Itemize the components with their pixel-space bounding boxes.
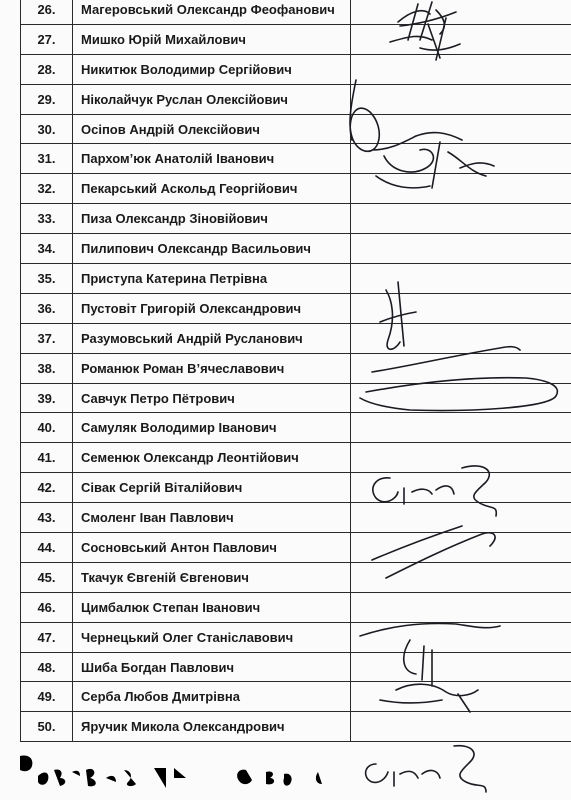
- roster-row: [21, 24, 571, 54]
- roster-row: [21, 652, 571, 682]
- signature-mark: [366, 746, 486, 792]
- member-name: Пилипович Олександр Васильович: [73, 234, 351, 264]
- roster-row: [21, 473, 571, 503]
- row-number: 31.: [21, 144, 73, 174]
- member-name: Приступа Катерина Петрівна: [73, 264, 351, 294]
- roster-row: [21, 383, 571, 413]
- roster-row: [21, 562, 571, 592]
- member-name: Магеровський Олександр Феофанович: [73, 0, 351, 24]
- signature-cell: [351, 174, 571, 204]
- row-number: 45.: [21, 562, 73, 592]
- row-number: 35.: [21, 264, 73, 294]
- roster-row: [21, 622, 571, 652]
- signature-cell: [351, 234, 571, 264]
- member-name: Смоленг Іван Павлович: [73, 503, 351, 533]
- signature-cell: [351, 682, 571, 712]
- row-number: 48.: [21, 652, 73, 682]
- signature-cell: [351, 353, 571, 383]
- signature-cell: [351, 204, 571, 234]
- roster-row: [21, 533, 571, 563]
- member-name: Цимбалюк Степан Іванович: [73, 592, 351, 622]
- member-name: Пустовіт Григорій Олександрович: [73, 293, 351, 323]
- roster-row: [21, 443, 571, 473]
- member-name: Семенюк Олександр Леонтійович: [73, 443, 351, 473]
- roster-row: [21, 264, 571, 294]
- row-number: 38.: [21, 353, 73, 383]
- signature-cell: [351, 622, 571, 652]
- footer-note-handwriting: [20, 755, 322, 788]
- member-name: Ніколайчук Руслан Олексійович: [73, 84, 351, 114]
- signature-cell: [351, 443, 571, 473]
- signature-cell: [351, 323, 571, 353]
- member-name: Шиба Богдан Павлович: [73, 652, 351, 682]
- signature-cell: [351, 114, 571, 144]
- row-number: 33.: [21, 204, 73, 234]
- row-number: 27.: [21, 24, 73, 54]
- member-name: Самуляк Володимир Іванович: [73, 413, 351, 443]
- row-number: 50.: [21, 712, 73, 742]
- roster-row: [21, 0, 571, 24]
- roster-row: [21, 323, 571, 353]
- row-number: 37.: [21, 323, 73, 353]
- signature-cell: [351, 144, 571, 174]
- member-name: Мишко Юрій Михайлович: [73, 24, 351, 54]
- member-name: Серба Любов Дмитрівна: [73, 682, 351, 712]
- row-number: 29.: [21, 84, 73, 114]
- row-number: 32.: [21, 174, 73, 204]
- signature-cell: [351, 562, 571, 592]
- row-number: 28.: [21, 54, 73, 84]
- member-name: Пекарський Аскольд Георгійович: [73, 174, 351, 204]
- member-name: Сівак Сергій Віталійович: [73, 473, 351, 503]
- roster-row: [21, 204, 571, 234]
- roster-row: [21, 234, 571, 264]
- row-number: 49.: [21, 682, 73, 712]
- signature-cell: [351, 473, 571, 503]
- handwritten-reserve-note: [14, 748, 334, 796]
- roster-table-body: [21, 0, 571, 742]
- row-number: 40.: [21, 413, 73, 443]
- signature-cell: [351, 0, 571, 24]
- row-number: 42.: [21, 473, 73, 503]
- roster-row: [21, 114, 571, 144]
- roster-row: [21, 712, 571, 742]
- roster-row: [21, 84, 571, 114]
- member-name: Сосновський Антон Павлович: [73, 533, 351, 563]
- row-number: 43.: [21, 503, 73, 533]
- roster-row: [21, 413, 571, 443]
- signature-cell: [351, 54, 571, 84]
- signature-cell: [351, 24, 571, 54]
- member-name: Осіпов Андрій Олексійович: [73, 114, 351, 144]
- signature-cell: [351, 533, 571, 563]
- member-name: Романюк Роман В’ячеславович: [73, 353, 351, 383]
- member-name: Ткачук Євгеній Євгенович: [73, 562, 351, 592]
- member-name: Яручик Микола Олександрович: [73, 712, 351, 742]
- roster-row: [21, 353, 571, 383]
- row-number: 34.: [21, 234, 73, 264]
- signature-cell: [351, 413, 571, 443]
- roster-row: [21, 293, 571, 323]
- member-name: Никитюк Володимир Сергійович: [73, 54, 351, 84]
- row-number: 44.: [21, 533, 73, 563]
- row-number: 36.: [21, 293, 73, 323]
- row-number: 30.: [21, 114, 73, 144]
- member-name: Чернецький Олег Станіславович: [73, 622, 351, 652]
- signature-cell: [351, 293, 571, 323]
- member-name: Пархом’юк Анатолій Іванович: [73, 144, 351, 174]
- row-number: 41.: [21, 443, 73, 473]
- signature-cell: [351, 503, 571, 533]
- row-number: 46.: [21, 592, 73, 622]
- signature-cell: [351, 592, 571, 622]
- member-name: Савчук Петро Пётрович: [73, 383, 351, 413]
- roster-row: [21, 682, 571, 712]
- signature-cell: [351, 652, 571, 682]
- signature-cell: [351, 712, 571, 742]
- signature-cell: [351, 264, 571, 294]
- roster-row: [21, 144, 571, 174]
- roster-row: [21, 503, 571, 533]
- signature-cell: [351, 383, 571, 413]
- row-number: 39.: [21, 383, 73, 413]
- row-number: 26.: [21, 0, 73, 24]
- member-name: Разумовський Андрій Русланович: [73, 323, 351, 353]
- roster-row: [21, 54, 571, 84]
- roster-row: [21, 174, 571, 204]
- signature-roster-table: [20, 0, 571, 742]
- roster-row: [21, 592, 571, 622]
- member-name: Пиза Олександр Зіновійович: [73, 204, 351, 234]
- row-number: 47.: [21, 622, 73, 652]
- signature-cell: [351, 84, 571, 114]
